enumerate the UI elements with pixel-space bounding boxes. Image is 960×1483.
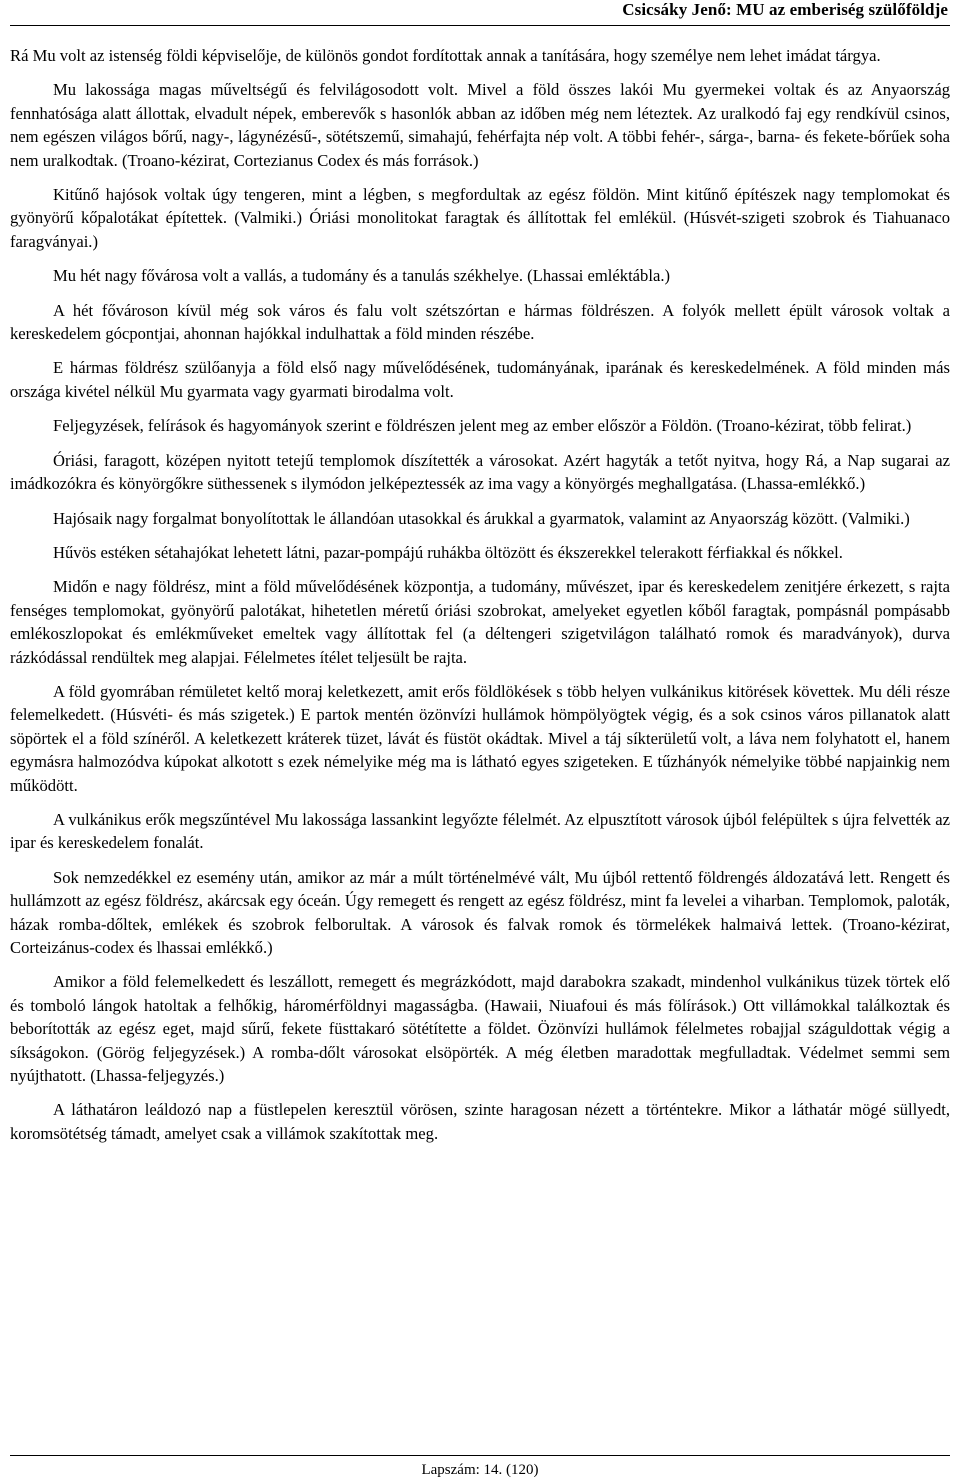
paragraph: A föld gyomrában rémületet keltő moraj keletkezett, amit erős földlökések s több helyen vulkánikus kitörések követtek. Mu déli része felemelkedett. (Húsvéti- és más szigetek.) E partok mentén özönvízi hullámok hömpölyögtek végig, és a sok csinos város pillanatok alatt söpörtek el a föld színéről. A keletkezett kráterek tüzet, lávát és füstöt okádtak. Mivel a táj síkterületű volt, a láva nem folyhatott el, hanem egymásra halmozódva kúpokat alkotott s ezek némelyike még ma is látható egyes szigeteken. E tűzhányók némelyike többé napjainkig nem működött. [10,681,950,795]
paragraph: Hajósaik nagy forgalmat bonyolítottak le állandóan utasokkal és árukkal a gyarmatok, valamint az Anyaország között. (Valmiki.) [53,508,910,528]
page-number: Lapszám: 14. (120) [421,1462,539,1478]
paragraph: Rá Mu volt az istenség földi képviselője, de különös gondot fordítottak annak a tanítására, hogy személye nem lehet imádat tárgya. [10,46,881,65]
header-divider [10,25,950,26]
paragraph: Sok nemzedékkel ez esemény után, amikor az már a múlt történelmévé vált, Mu újból rettentő földrengés áldozatává lett. Rengett és hullámzott az egész földrész, akárcsak egy óceán. Úgy remegett és rengett az egész földrész, mint fa levelei a viharban. Templomok, paloták, házak romba-dőltek, emlékek és szobrok felborultak. A városok és falvak romok és törmelékek halmaivá lettek. (Troano-kézirat, Corteizánus-codex és lhassai emlékkő.) [10,867,950,957]
paragraph: Mu lakossága magas műveltségű és felvilágosodott volt. Mivel a föld összes lakói Mu gyermekei voltak és az Anyaország fennhatósága alatt állottak, elvadult népek, emberevők s hasonlók abban az időben még nem léteztek. Az uralkodó faj egy rendkívül csinos, nem egészen világos bőrű, nagy-, lágynézésű-, sötétszemű, simahajú, fehérfajta nép volt. A többi fehér-, sárga-, barna- és fekete-bőrűek soha nem uralkodtak. (Troano-kézirat, Cortezianus Codex és más források.) [10,80,950,170]
paragraph: A vulkánikus erők megszűntével Mu lakossága lassankint legyőzte félelmét. Az elpusztított városok újból felépültek s újra felvették az ipar és kereskedelem fonalát. [10,809,950,853]
paragraph: Hűvös estéken sétahajókat lehetett látni, pazar-pompájú ruhákba öltözött és ékszerekkel telerakott férfiakkal és nőkkel. [53,542,843,562]
paragraph: E hármas földrész szülőanyja a föld első nagy művelődésének, tudományának, iparának és kereskedelmének. A föld minden más országa kivétel nélkül Mu gyarmata vagy gyarmati birodalma volt. [10,358,950,401]
paragraph: Óriási, faragott, középen nyitott tetejű templomok díszítették a városokat. Azért hagyták a tetőt nyitva, hogy Rá, a Nap sugarai az imádkozókra és könyörgőkre süthessenek s ilymódon jelképeztessék az ima vagy a könyörgés meghallgatása. (Lhassa-emlékkő.) [10,450,950,494]
footer-divider [10,1455,950,1456]
paragraph: Amikor a föld felemelkedett és leszállott, remegett és megrázkódott, majd darabokra szakadt, mindenhol vulkánikus tüzek törtek elő és tomboló lángok hatoltak a felhőkig, háromérföldnyi magasságba. (Hawaii, Niuafoui és más fölírások.) Ott villámokkal találkoztak és beborították az egész eget, majd sűrű, fekete füsttakaró sötétítette a földet. Özönvízi hullámok félelmetes robajjal száguldottak végig a síkságokon. (Görög feljegyzések.) A romba-dőlt városokat elsöpörték. A még életben maradottak megfulladtak. Védelmet semmi sem nyújthatott. (Lhassa-feljegyzés.) [10,972,950,1086]
body-text [10,44,950,1156]
paragraph: Kitűnő hajósok voltak úgy tengeren, mint a légben, s megfordultak az egész földön. Mint kitűnő építészek nagy templomokat és gyönyörű kőpalotákat építettek. (Valmiki.) Óriási monolitokat faragtak és állítottak fel emlékül. (Húsvét-szigeti szobrok és Tiahuanaco faragványai.) [10,185,950,251]
paragraph: Feljegyzések, felírások és hagyományok szerint e földrészen jelent meg az ember először a Földön. (Troano-kézirat, több felirat.) [53,416,912,436]
paragraph: A láthatáron leáldozó nap a füstlepelen keresztül vörösen, szinte haragosan nézett a történtekre. Mikor a láthatár mögé süllyedt, koromsötétség támadt, amelyet csak a villámok szakítottak meg. [10,1100,950,1143]
paragraph: A hét fővároson kívül még sok város és falu volt szétszórtan e hármas földrészen. A folyók mellett épült városok voltak a kereskedelem gócpontjai, ahonnan hajókkal indulhattak a föld minden részébe. [10,300,950,344]
paragraph: Mu hét nagy fővárosa volt a vallás, a tudomány és a tanulás székhelye. (Lhassai emléktábla.) [53,266,670,286]
running-header: Csicsáky Jenő: MU az emberiség szülőföldje [622,0,948,19]
paragraph: Midőn e nagy földrész, mint a föld művelődésének központja, a tudomány, művészet, ipar és kereskedelem zenitjére érkezett, s rajta fenséges templomokat, gyönyörű palotákat, hihetetlen méretű óriási szobrokat, amelyeket egyetlen kőből faragtak, pompásnál pompásabb emlékoszlopokat és emlékműveket emeltek vagy állítottak fel (a déltengeri szigetvilágon található romok és maradványok), durva rázkódással rendültek meg alapjai. Félelmetes ítélet teljesült be rajta. [10,577,950,667]
